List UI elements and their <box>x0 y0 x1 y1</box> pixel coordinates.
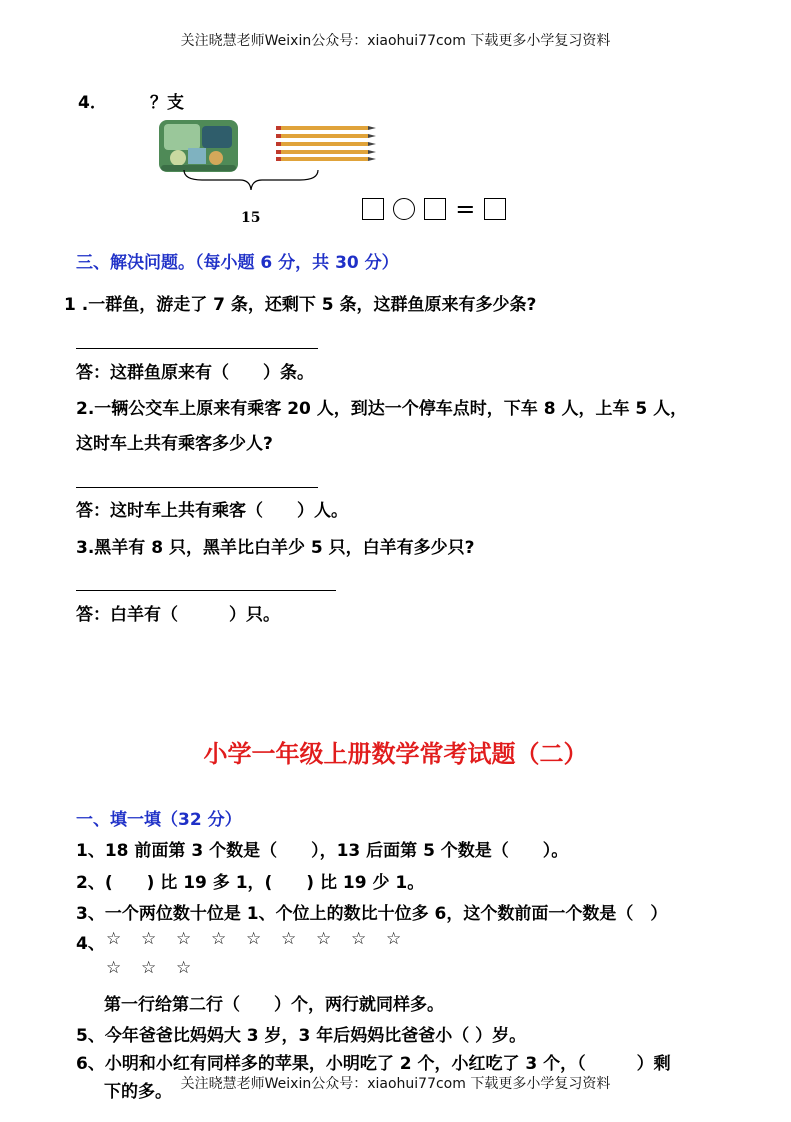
result-box[interactable] <box>484 198 506 220</box>
answer-line[interactable] <box>76 348 318 349</box>
pencils-image <box>276 124 380 164</box>
fill-item-2: 2、( ) 比 19 多 1，( ) 比 19 少 1。 <box>76 873 425 893</box>
answer-line[interactable] <box>76 590 336 591</box>
page-footer: 关注晓慧老师Weixin公众号：xiaohui77com 下载更多小学复习资料 <box>180 1076 611 1092</box>
fill-item-4-text: 第一行给第二行（ ）个，两行就同样多。 <box>104 995 444 1015</box>
star-icon: ☆ <box>176 958 192 978</box>
star-icon: ☆ <box>106 958 122 978</box>
star-icon: ☆ <box>211 929 227 949</box>
problem3-answer: 答：白羊有（ ）只。 <box>76 605 280 625</box>
star-icon: ☆ <box>351 929 367 949</box>
answer-box[interactable] <box>424 198 446 220</box>
fill-item-5: 5、今年爸爸比妈妈大 3 岁，3 年后妈妈比爸爸小（ ）岁。 <box>76 1026 527 1046</box>
star-icon: ☆ <box>141 958 157 978</box>
problem2-question-line1: 2.一辆公交车上原来有乘客 20 人，到达一个停车点时，下车 8 人，上车 5 人， <box>76 399 688 419</box>
fill-item-6: 6、小明和小红有同样多的苹果，小明吃了 2 个，小红吃了 3 个，（ ）剩 <box>76 1054 671 1074</box>
answer-box[interactable] <box>362 198 384 220</box>
operator-circle[interactable] <box>393 198 415 220</box>
problem1-question: 1 .一群鱼，游走了 7 条，还剩下 5 条，这群鱼原来有多少条? <box>64 295 537 315</box>
problem1-answer: 答：这群鱼原来有（ ）条。 <box>76 363 314 383</box>
equation-blank[interactable] <box>362 195 506 223</box>
fill-item-1: 1、18 前面第 3 个数是（ ），13 后面第 5 个数是（ ）。 <box>76 841 569 861</box>
equals-sign: = <box>455 195 476 223</box>
page-header: 关注晓慧老师Weixin公众号：xiaohui77com 下载更多小学复习资料 <box>180 33 611 49</box>
q4-number: 4． <box>78 93 107 113</box>
problem2-question-line2: 这时车上共有乘客多少人? <box>76 434 273 454</box>
star-icon: ☆ <box>281 929 297 949</box>
q4-total: 15 <box>241 210 261 226</box>
fill-item-3: 3、一个两位数十位是 1、个位上的数比十位多 6，这个数前面一个数是（ ） <box>76 904 668 924</box>
star-icon: ☆ <box>176 929 192 949</box>
star-row-2 <box>106 958 211 978</box>
fill-item-4: 4、 <box>76 934 105 954</box>
star-icon: ☆ <box>316 929 332 949</box>
star-icon: ☆ <box>141 929 157 949</box>
star-icon: ☆ <box>246 929 262 949</box>
q4-question: ？支 <box>150 93 184 113</box>
pencil-case-image <box>158 118 240 174</box>
star-icon: ☆ <box>386 929 402 949</box>
problem3-question: 3.黑羊有 8 只，黑羊比白羊少 5 只，白羊有多少只? <box>76 538 475 558</box>
section1-title: 一、填一填（32 分） <box>76 810 242 830</box>
star-row-1 <box>106 929 421 949</box>
answer-line[interactable] <box>76 487 318 488</box>
problem2-answer: 答：这时车上共有乘客（ ）人。 <box>76 501 348 521</box>
exam-title: 小学一年级上册数学常考试题（二） <box>203 740 588 768</box>
fill-item-6-cont: 下的多。 <box>104 1082 172 1102</box>
star-icon: ☆ <box>106 929 122 949</box>
brace-icon <box>182 168 320 194</box>
section3-title: 三、解决问题。（每小题 6 分，共 30 分） <box>76 253 399 273</box>
